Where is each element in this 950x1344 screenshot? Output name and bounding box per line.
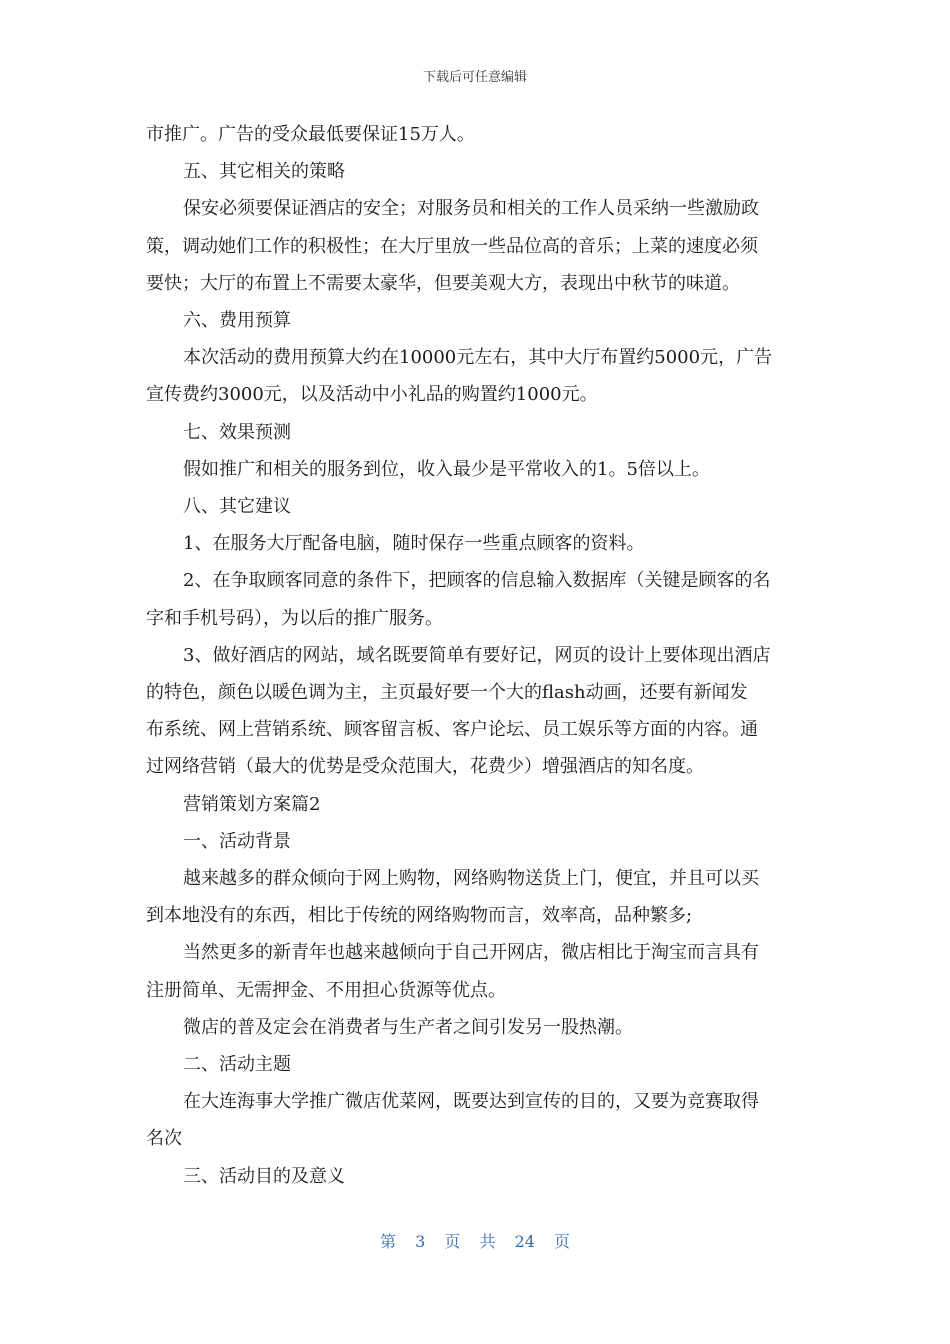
text-line: 越来越多的群众倾向于网上购物，网络购物送货上门，便宜，并且可以买 [183,868,759,890]
page-header: 下载后可任意编辑 [422,70,527,85]
text-line: 假如推广和相关的服务到位，收入最少是平常收入的1。5倍以上。 [183,458,710,480]
text-line: 过网络营销（最大的优势是受众范围大，花费少）增强酒店的知名度。 [146,756,704,778]
footer-label-gong: 共 [479,1232,496,1251]
text-line: 一、活动背景 [183,830,291,852]
text-line: 市推广。广告的受众最低要保证15万人。 [146,124,475,145]
text-line: 当然更多的新青年也越来越倾向于自己开网店，微店相比于淘宝而言具有 [183,942,759,964]
text-line: 到本地没有的东西，相比于传统的网络购物而言，效率高，品种繁多; [146,905,693,927]
text-line: 本次活动的费用预算大约在10000元左右，其中大厅布置约5000元，广告 [183,347,773,369]
text-line: 五、其它相关的策略 [183,161,345,183]
text-line: 在大连海事大学推广微店优菜网，既要达到宣传的目的，又要为竞赛取得 [183,1091,759,1113]
text-line: 保安必须要保证酒店的安全；对服务员和相关的工作人员采纳一些激励政 [183,198,759,220]
text-line: 二、活动主题 [183,1054,291,1076]
text-line: 六、费用预算 [183,310,291,332]
footer-label-ye: 页 [444,1232,461,1251]
document-body [146,116,806,1195]
text-line: 布系统、网上营销系统、顾客留言板、客户论坛、员工娱乐等方面的内容。通 [146,719,758,741]
text-line: 八、其它建议 [183,496,291,518]
text-line: 宣传费约3000元，以及活动中小礼品的购置约1000元。 [146,384,598,406]
text-line: 微店的普及定会在消费者与生产者之间引发另一股热潮。 [183,1016,633,1038]
footer-total-pages: 24 [514,1232,535,1251]
footer-label-di: 第 [379,1232,396,1251]
text-line: 字和手机号码），为以后的推广服务。 [146,607,443,629]
text-line: 的特色，颜色以暖色调为主，主页最好要一个大的flash动画，还要有新闻发 [146,682,748,704]
text-line: 三、活动目的及意义 [183,1165,345,1187]
text-line: 七、效果预测 [183,421,291,443]
text-line: 2、在争取顾客同意的条件下，把顾客的信息输入数据库（关键是顾客的名 [183,570,771,592]
text-line: 营销策划方案篇2 [183,793,321,815]
page-footer [0,1229,950,1252]
footer-page-number: 3 [415,1232,426,1251]
text-line: 3、做好酒店的网站，域名既要简单有要好记，网页的设计上要体现出酒店 [183,644,771,666]
text-line: 1、在服务大厅配备电脑，随时保存一些重点顾客的资料。 [183,533,645,555]
text-line: 注册简单、无需押金、不用担心货源等优点。 [146,979,506,1001]
footer-label-ye2: 页 [554,1232,571,1251]
text-line: 策，调动她们工作的积极性；在大厅里放一些品位高的音乐；上菜的速度必须 [146,235,758,257]
text-line: 名次 [146,1128,182,1150]
text-line: 要快；大厅的布置上不需要太豪华，但要美观大方，表现出中秋节的味道。 [146,272,740,294]
